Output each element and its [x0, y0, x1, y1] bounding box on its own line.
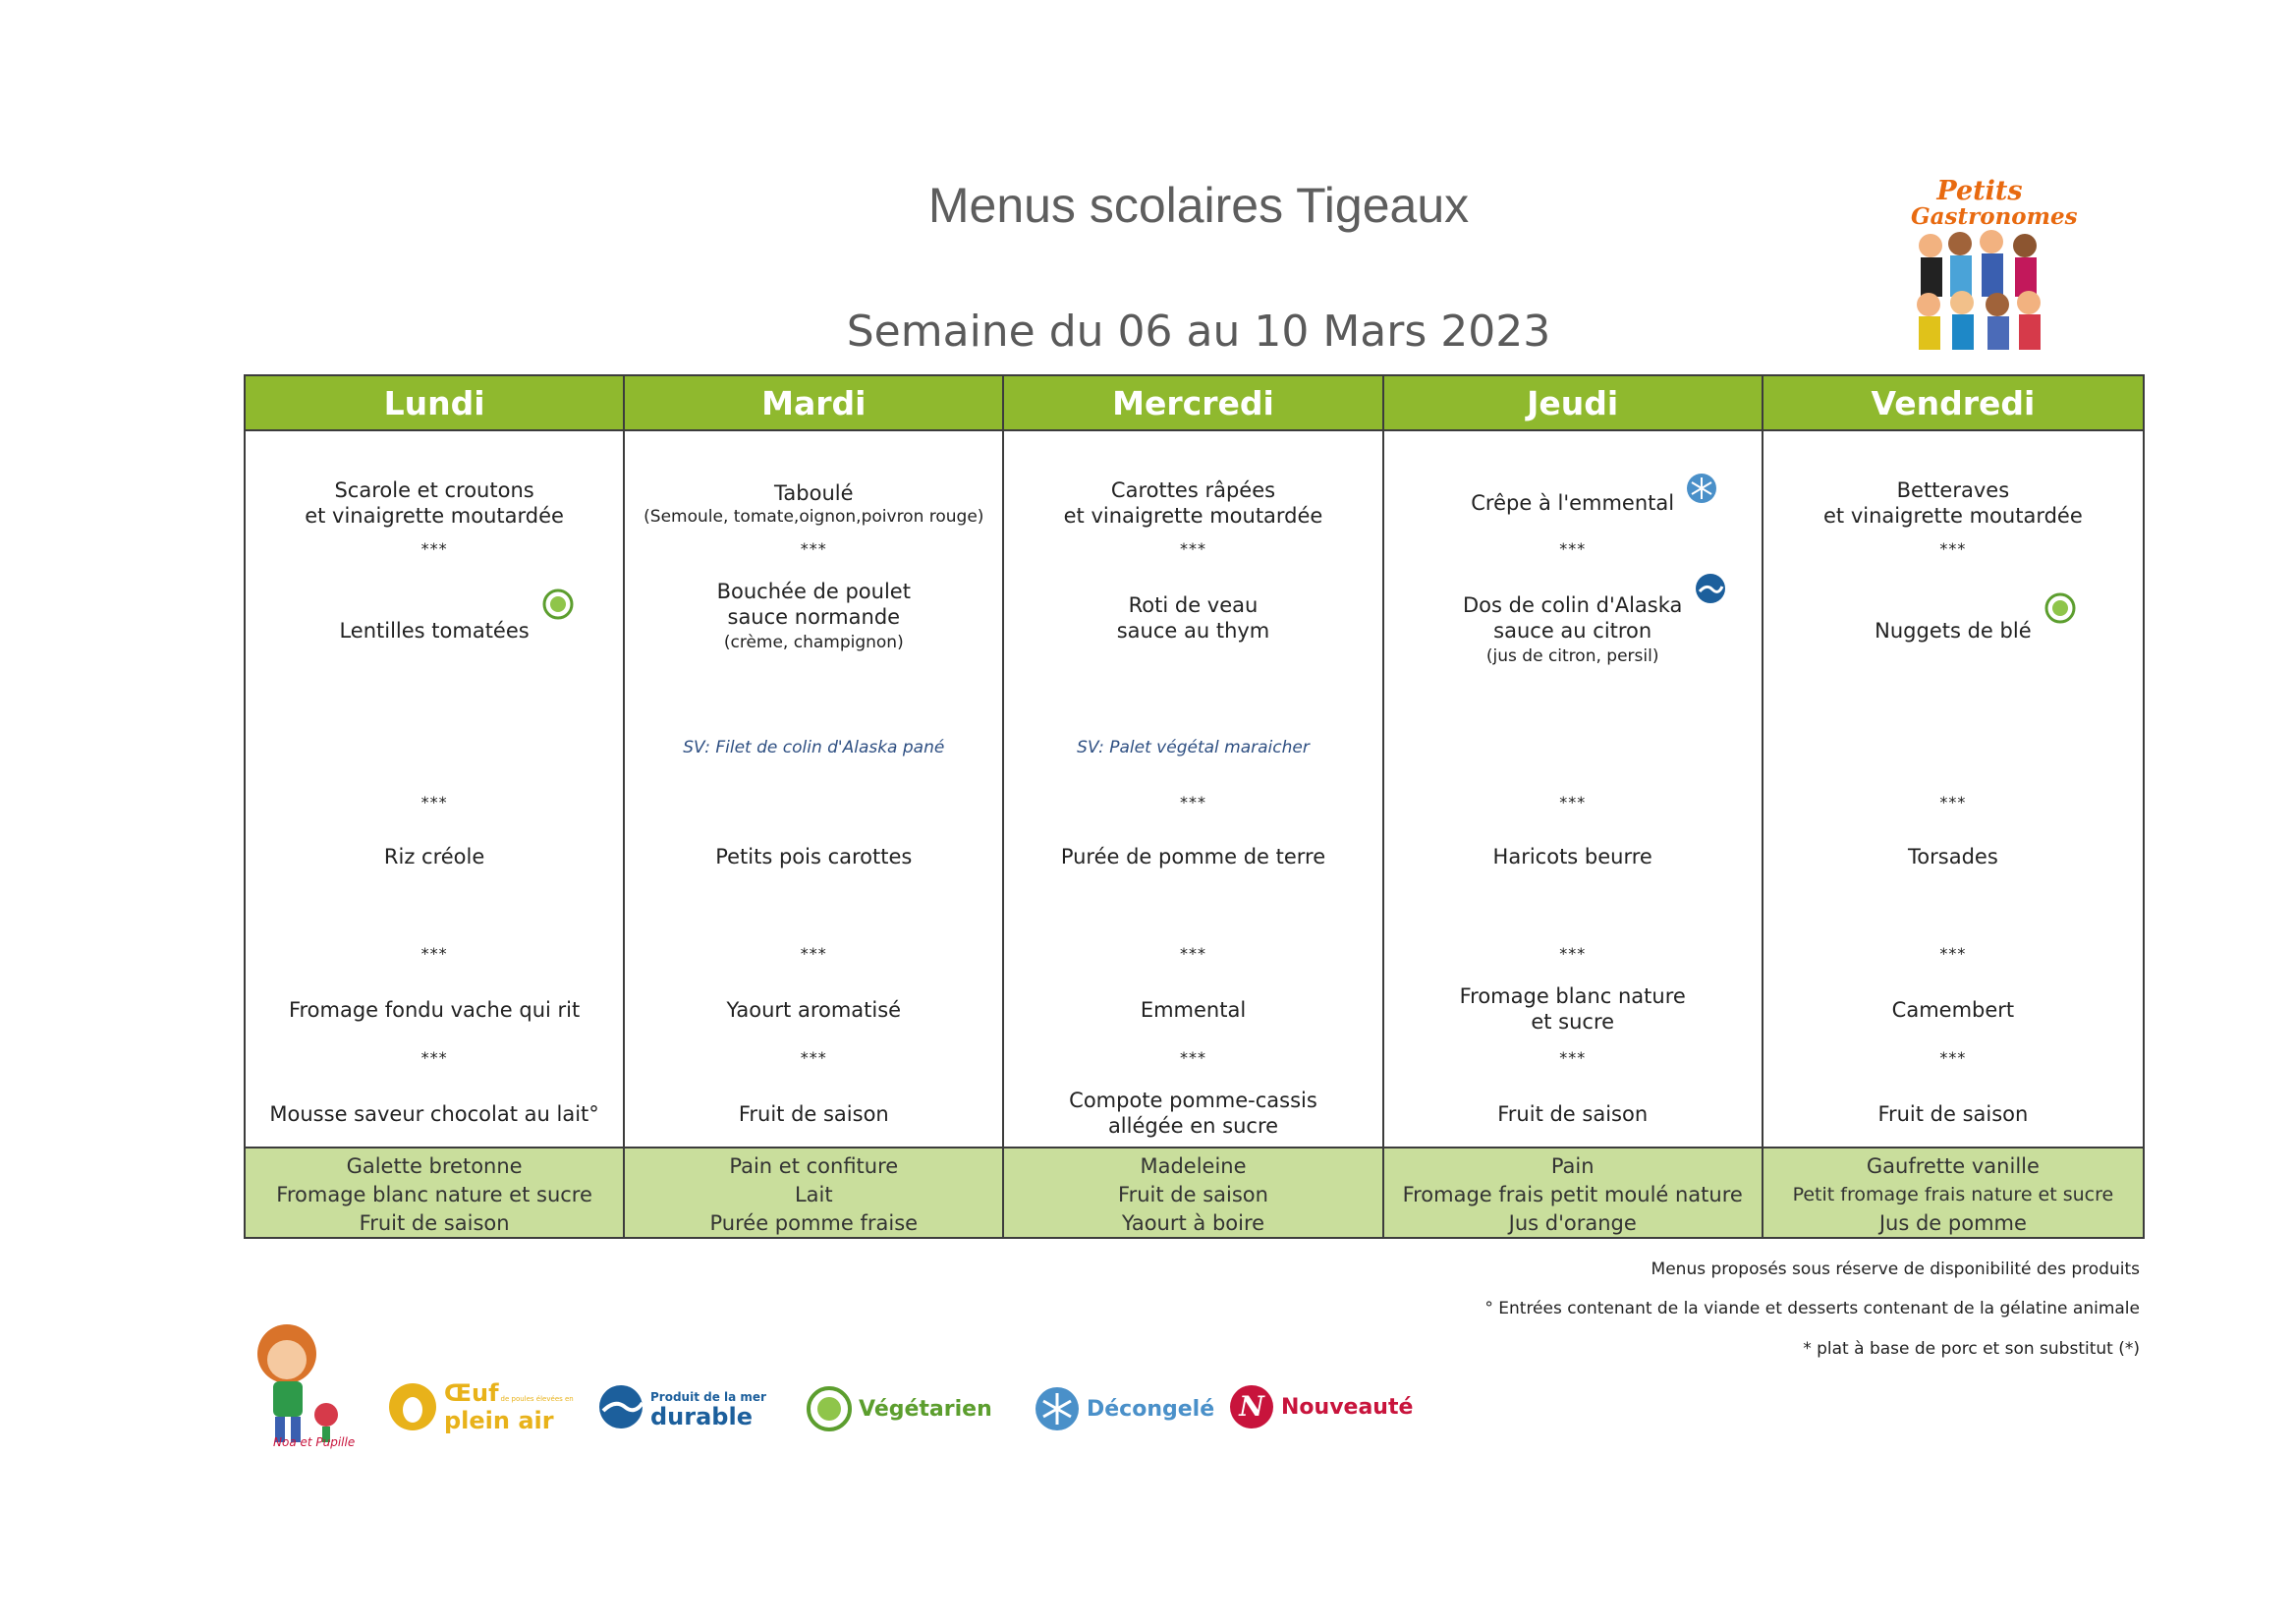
substitute-vegetarian: SV: Palet végétal maraicher: [1077, 738, 1310, 757]
separator: ***: [1559, 539, 1587, 558]
separator: ***: [1939, 1048, 1967, 1067]
separator: ***: [420, 539, 448, 558]
note-porc: * plat à base de porc et son substitut (*): [1803, 1339, 2140, 1359]
dessert: Compote pomme-cassis allégée en sucre: [1069, 1089, 1317, 1138]
separator: ***: [1939, 944, 1967, 963]
separator: ***: [1559, 944, 1587, 963]
new-icon: [1228, 1383, 1275, 1430]
sustainable-fish-icon: [1695, 573, 1726, 604]
day-menu-mercredi: [1004, 431, 1383, 1148]
separator: ***: [420, 944, 448, 963]
day-header-lundi: Lundi: [246, 376, 625, 431]
separator: ***: [800, 944, 827, 963]
plat: Roti de veau sauce au thym: [1116, 593, 1270, 643]
gouter-jeudi: Pain Fromage frais petit moulé nature Jus d'orange: [1384, 1148, 1763, 1237]
accompagnement: Riz créole: [383, 845, 485, 868]
dessert: Fruit de saison: [738, 1102, 889, 1126]
gouter-mercredi: Madeleine Fruit de saison Yaourt à boire: [1004, 1148, 1383, 1237]
separator: ***: [1179, 944, 1206, 963]
day-menu-jeudi: [1384, 431, 1763, 1148]
day-menu-lundi: [246, 431, 625, 1148]
gouter-lundi: Galette bretonne Fromage blanc nature et sucre Fruit de saison: [246, 1148, 625, 1237]
vegetarian-icon: [806, 1385, 853, 1432]
day-header-vendredi: Vendredi: [1763, 376, 2143, 431]
separator: ***: [800, 539, 827, 558]
plat: Lentilles tomatées: [339, 619, 530, 643]
legend-nouveaute: N Nouveauté: [1228, 1383, 1413, 1430]
plat: Nuggets de blé: [1875, 619, 2032, 643]
note-gelatine: ° Entrées contenant de la viande et desserts contenant de la gélatine animale: [1484, 1299, 2140, 1318]
laitage: Yaourt aromatisé: [726, 998, 902, 1022]
day-menu-vendredi: [1763, 431, 2143, 1148]
plat: Bouchée de poulet sauce normande: [716, 580, 911, 629]
day-header-mercredi: Mercredi: [1004, 376, 1383, 431]
separator: ***: [1559, 793, 1587, 812]
note-availability: Menus proposés sous réserve de disponibilité des produits: [1651, 1260, 2140, 1279]
accompagnement: Purée de pomme de terre: [1060, 845, 1326, 868]
mascot-illustration: [246, 1316, 354, 1454]
separator: ***: [1559, 1048, 1587, 1067]
egg-icon: [387, 1381, 442, 1432]
separator: ***: [800, 1048, 827, 1067]
day-header-jeudi: Jeudi: [1384, 376, 1763, 431]
laitage: Fromage fondu vache qui rit: [288, 998, 581, 1022]
snowflake-icon: [1034, 1385, 1081, 1432]
entree: Crêpe à l'emmental: [1471, 491, 1675, 515]
laitage: Fromage blanc nature et sucre: [1459, 984, 1686, 1034]
separator: ***: [1939, 793, 1967, 812]
logo-text: Petits Gastronomes: [1911, 176, 2078, 230]
gouter-vendredi: Gaufrette vanille Petit fromage frais nature et sucre Jus de pomme: [1763, 1148, 2143, 1237]
vegetarian-icon: [2044, 592, 2076, 624]
dessert: Mousse saveur chocolat au lait°: [269, 1102, 599, 1126]
vegetarian-icon: [542, 588, 574, 620]
legend-durable: Produit de la mer durable: [597, 1383, 766, 1430]
kids-illustration: [1917, 230, 2041, 350]
separator: ***: [420, 793, 448, 812]
entree: Carottes râpées et vinaigrette moutardée: [1063, 478, 1323, 528]
legend-oeuf: Œuf de poules élevées en plein air: [387, 1381, 574, 1432]
separator: ***: [420, 1048, 448, 1067]
plat: Dos de colin d'Alaska sauce au citron: [1463, 593, 1683, 643]
accompagnement: Haricots beurre: [1492, 845, 1652, 868]
week-subtitle: Semaine du 06 au 10 Mars 2023: [846, 307, 1551, 357]
menu-table: [244, 374, 2145, 1239]
separator: ***: [1179, 793, 1206, 812]
legend-decongele: Décongelé: [1034, 1385, 1214, 1432]
entree: Betteraves et vinaigrette moutardée: [1823, 478, 2083, 528]
day-header-mardi: Mardi: [625, 376, 1004, 431]
dessert: Fruit de saison: [1877, 1102, 2029, 1126]
plat-detail: (crème, champignon): [723, 633, 904, 652]
laitage: Emmental: [1140, 998, 1247, 1022]
separator: ***: [1179, 539, 1206, 558]
substitute-vegetarian: SV: Filet de colin d'Alaska pané: [683, 738, 945, 757]
legend-vegetarien: Végétarien: [806, 1385, 992, 1432]
entree: Scarole et croutons et vinaigrette moutardée: [305, 478, 564, 528]
day-menu-mardi: [625, 431, 1004, 1148]
sustainable-fish-icon: [597, 1383, 648, 1430]
entree-detail: (Semoule, tomate,oignon,poivron rouge): [644, 507, 984, 527]
accompagnement: Petits pois carottes: [715, 845, 913, 868]
entree: Taboulé: [774, 481, 854, 505]
page-title: Menus scolaires Tigeaux: [927, 178, 1470, 233]
separator: ***: [1939, 539, 1967, 558]
separator: ***: [1179, 1048, 1206, 1067]
gouter-mardi: Pain et confiture Lait Purée pomme fraise: [625, 1148, 1004, 1237]
snowflake-icon: [1686, 473, 1717, 504]
laitage: Camembert: [1891, 998, 2015, 1022]
accompagnement: Torsades: [1908, 845, 1998, 868]
plat-detail: (jus de citron, persil): [1485, 646, 1659, 666]
svg-text:N: N: [1239, 1390, 1264, 1423]
dessert: Fruit de saison: [1497, 1102, 1649, 1126]
mascot-caption: Noa et Pupille: [273, 1435, 356, 1449]
